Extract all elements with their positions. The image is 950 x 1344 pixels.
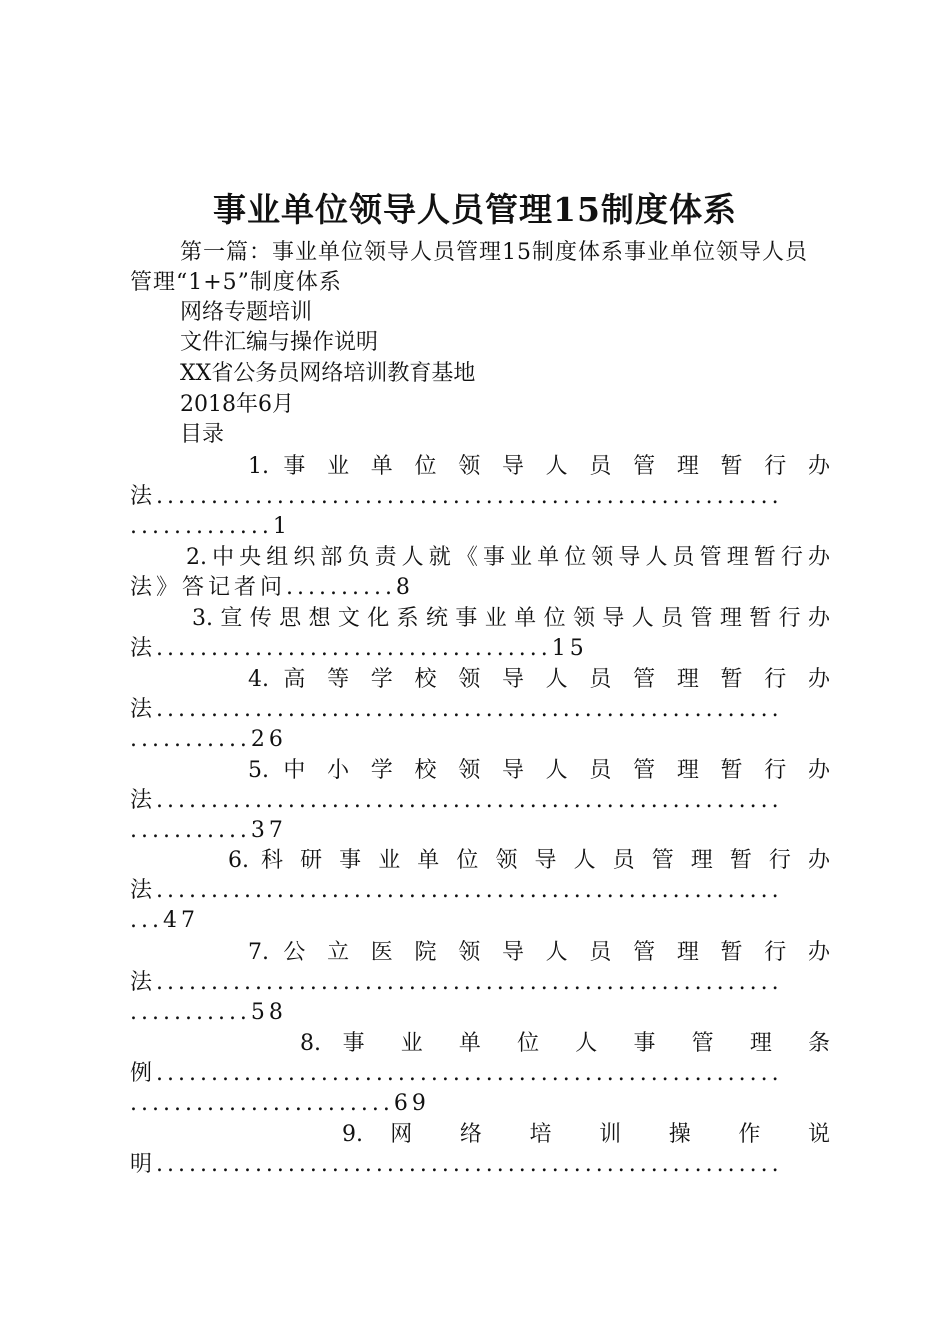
intro-paragraph: 第一篇：事业单位领导人员管理15制度体系事业单位领导人员管理“1+5”制度体系 bbox=[130, 240, 808, 295]
issue-date: 2018年6月 bbox=[180, 392, 294, 417]
toc-entry-7-leader: 法......................................................... bbox=[130, 970, 783, 995]
subtitle-training: 网络专题培训 bbox=[180, 300, 313, 325]
toc-entry-4-page: ...........26 bbox=[130, 727, 287, 752]
toc-entry-8-page: ........................69 bbox=[130, 1091, 430, 1116]
toc-entry-4[interactable] bbox=[130, 665, 830, 755]
toc-entry-7-title: 7. 公 立 医 院 领 导 人 员 管 理 暂 行 办 bbox=[248, 940, 830, 965]
toc-entry-8-title: 8. 事 业 单 位 人 事 管 理 条 bbox=[300, 1031, 830, 1056]
toc-entry-3-leader: 法....................................15 bbox=[130, 636, 588, 661]
toc-entry-1-page: .............1 bbox=[130, 514, 291, 539]
issuer-name: XX省公务员网络培训教育基地 bbox=[180, 361, 476, 386]
toc-entry-9-title: 9. 网 络 培 训 操 作 说 bbox=[342, 1122, 830, 1147]
toc-entry-6[interactable] bbox=[130, 846, 830, 936]
toc-entry-6-title: 6. 科 研 事 业 单 位 领 导 人 员 管 理 暂 行 办 bbox=[228, 848, 830, 873]
toc-entry-3[interactable] bbox=[130, 604, 830, 664]
toc-heading: 目录 bbox=[180, 422, 225, 447]
document-title: 事业单位领导人员管理15制度体系 bbox=[213, 190, 737, 229]
toc-entry-6-page: ...47 bbox=[130, 908, 199, 933]
toc-entry-1[interactable] bbox=[130, 452, 830, 542]
toc-entry-8-leader: 例......................................................... bbox=[130, 1061, 783, 1086]
toc-entry-5[interactable] bbox=[130, 756, 830, 846]
toc-entry-5-leader: 法......................................................... bbox=[130, 788, 783, 813]
toc-entry-5-page: ...........37 bbox=[130, 818, 287, 843]
toc-entry-4-title: 4. 高 等 学 校 领 导 人 员 管 理 暂 行 办 bbox=[248, 667, 830, 692]
toc-entry-3-title: 3.宣传思想文化系统事业单位领导人员管理暂行办 bbox=[192, 606, 830, 631]
toc-entry-1-leader: 法......................................................... bbox=[130, 484, 783, 509]
toc-entry-2-title: 2.中央组织部负责人就《事业单位领导人员管理暂行办 bbox=[186, 545, 830, 570]
subtitle-compilation: 文件汇编与操作说明 bbox=[180, 330, 379, 355]
toc-entry-4-leader: 法......................................................... bbox=[130, 697, 783, 722]
toc-entry-6-leader: 法......................................................... bbox=[130, 878, 783, 903]
toc-entry-9[interactable] bbox=[130, 1120, 830, 1180]
toc-entry-2-leader: 法》答记者问..........8 bbox=[130, 575, 414, 600]
toc-entry-2[interactable] bbox=[130, 543, 830, 603]
toc-entry-7-page: ...........58 bbox=[130, 1000, 287, 1025]
toc-entry-7[interactable] bbox=[130, 938, 830, 1028]
toc-entry-9-leader: 明......................................................... bbox=[130, 1152, 783, 1177]
toc-entry-8[interactable] bbox=[130, 1029, 830, 1119]
toc-entry-5-title: 5. 中 小 学 校 领 导 人 员 管 理 暂 行 办 bbox=[248, 758, 830, 783]
toc-entry-1-title: 1. 事 业 单 位 领 导 人 员 管 理 暂 行 办 bbox=[248, 454, 830, 479]
